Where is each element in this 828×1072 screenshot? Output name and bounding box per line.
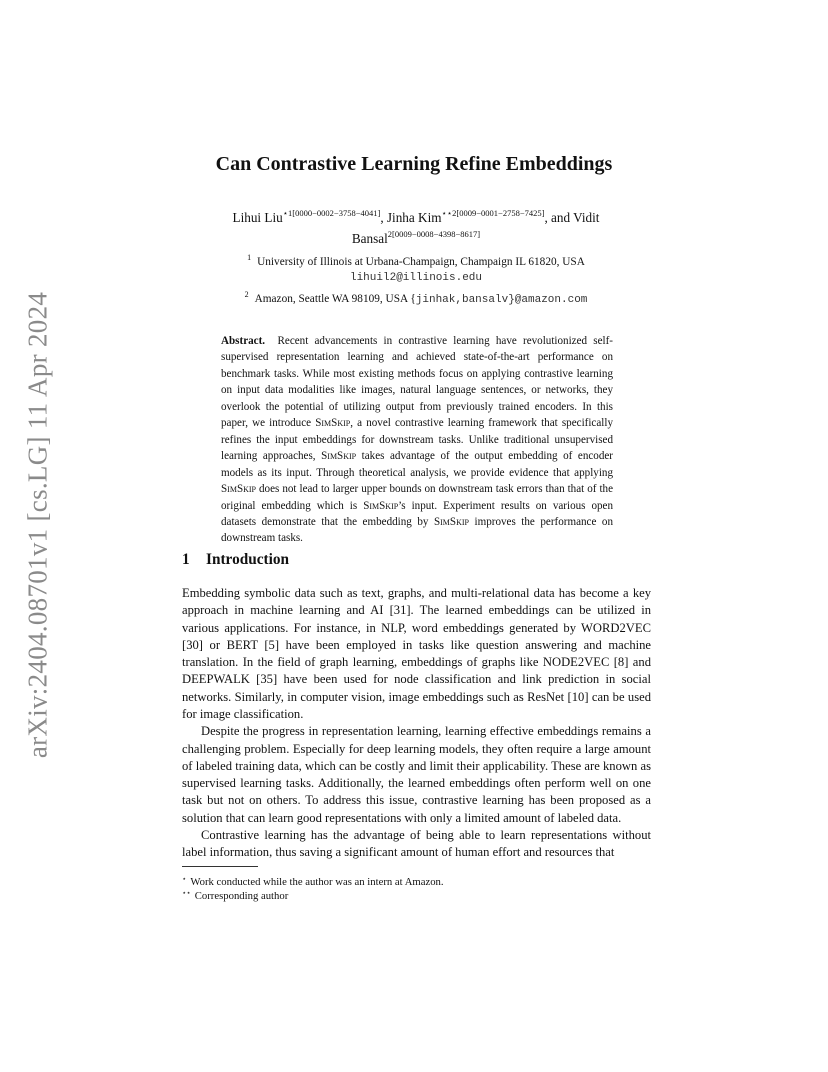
footnote-rule [182,866,258,867]
affiliation-text: Amazon, Seattle WA 98109, USA { [254,292,416,305]
section-title: Introduction [206,551,290,568]
abstract-text: , a novel contrastive learning framework that specifically refines the input embeddings for downstream tasks. Unlike traditional unsupervised learning approaches, [221,417,613,463]
section-heading [182,551,289,569]
author-name: , Jinha Kim [380,210,442,225]
affiliation-text: University of Illinois at Urbana-Champaign, Champaign IL 61820, USA [257,255,585,268]
email-link[interactable]: lihuil2@illinois.edu [349,272,483,285]
abstract-text: ’s input. Experiment results on various open datasets demonstrate that the embedding by [221,499,614,528]
footnote [182,886,651,903]
section-number: 1 [182,551,190,568]
method-name: SimSkip [433,515,469,528]
abstract-label: Abstract. [221,335,266,347]
paragraph: Contrastive learning has the advantage of being able to learn representations without label information, thus saving a significant amount of human effort and resources that [182,827,651,860]
author-name: , and Vidit [544,210,600,225]
affiliation-2 [182,287,650,308]
author-name: Bansal [351,231,388,246]
affiliation-number: 2 [244,289,249,299]
abstract [221,333,613,547]
introduction-body [182,585,651,862]
email-link[interactable]: jinhak,bansalv [415,293,509,306]
arxiv-identifier: arXiv:2404.08701v1 [cs.LG] 11 Apr 2024 [22,291,53,759]
footnote-text: Corresponding author [194,890,289,902]
email-domain: }@amazon.com [508,293,588,306]
affiliation-number: 1 [247,253,252,262]
affiliation-1 [182,250,650,270]
affiliations [182,250,650,308]
method-name: SimSkip [315,417,351,430]
method-name: SimSkip [363,499,399,512]
author-name: Lihui Liu [232,210,283,225]
method-name: SimSkip [321,450,357,463]
author-list [182,205,650,247]
footnote-text: Work conducted while the author was an intern at Amazon. [190,876,444,888]
abstract-text: takes advantage of the output embedding of encoder models as its input. Through theoretical analysis, we provide evidence that applying [221,450,613,479]
abstract-text: Recent advancements in contrastive learning have revolutionized self-supervised representation learning and achieved state-of-the-art performance on benchmark tasks. While most existing methods focus on applying contrastive learning on input data modalities like images, natural language sentences, or networks, they overlook the potential of utilizing output from previously trained encoders. In this paper, we introduce [221,335,614,430]
author-orcid: ⋆⋆2[0009−0001−2758−7425] [441,208,545,218]
method-name: SimSkip [221,483,257,496]
abstract-text: improves the performance on downstream tasks. [221,515,613,545]
footnote-mark: ⋆⋆ [182,889,191,897]
paragraph: Embedding symbolic data such as text, graphs, and multi-relational data has become a key approach in machine learning and AI [31]. The learned embeddings can be utilized in various applications. For instance, in NLP, word embeddings generated by WORD2VEC [30] or BERT [5] have been employed in tasks like question answering and machine translation. In the field of graph learning, embeddings of graphs like NODE2VEC [8] and DEEPWALK [35] have been used for node classification and link prediction in social networks. Similarly, in computer vision, image embeddings such as ResNet [10] can be used for image classification. [182,586,651,721]
footnote-mark: ⋆ [182,875,187,883]
author-orcid: ⋆1[0000−0002−3758−4041] [282,208,381,218]
author-orcid: 2[0009−0008−4398−8617] [387,229,481,239]
paper-title: Can Contrastive Learning Refine Embeddings [215,153,613,175]
arxiv-sidebar-stamp [22,290,53,760]
paragraph: Despite the progress in representation learning, learning effective embeddings remains a challenging problem. Especially for deep learning models, they often require a large amount of labeled training data, which can be costly and limit their applicability. These are known as supervised learning tasks. Additionally, the learned embeddings often perform well on one task but not on others. To address this issue, contrastive learning has been proposed as a solution that can learn good representations with only a limited amount of labeled data. [182,724,651,825]
abstract-text: does not lead to larger upper bounds on downstream task errors than that of the original embedding which is [221,483,613,512]
